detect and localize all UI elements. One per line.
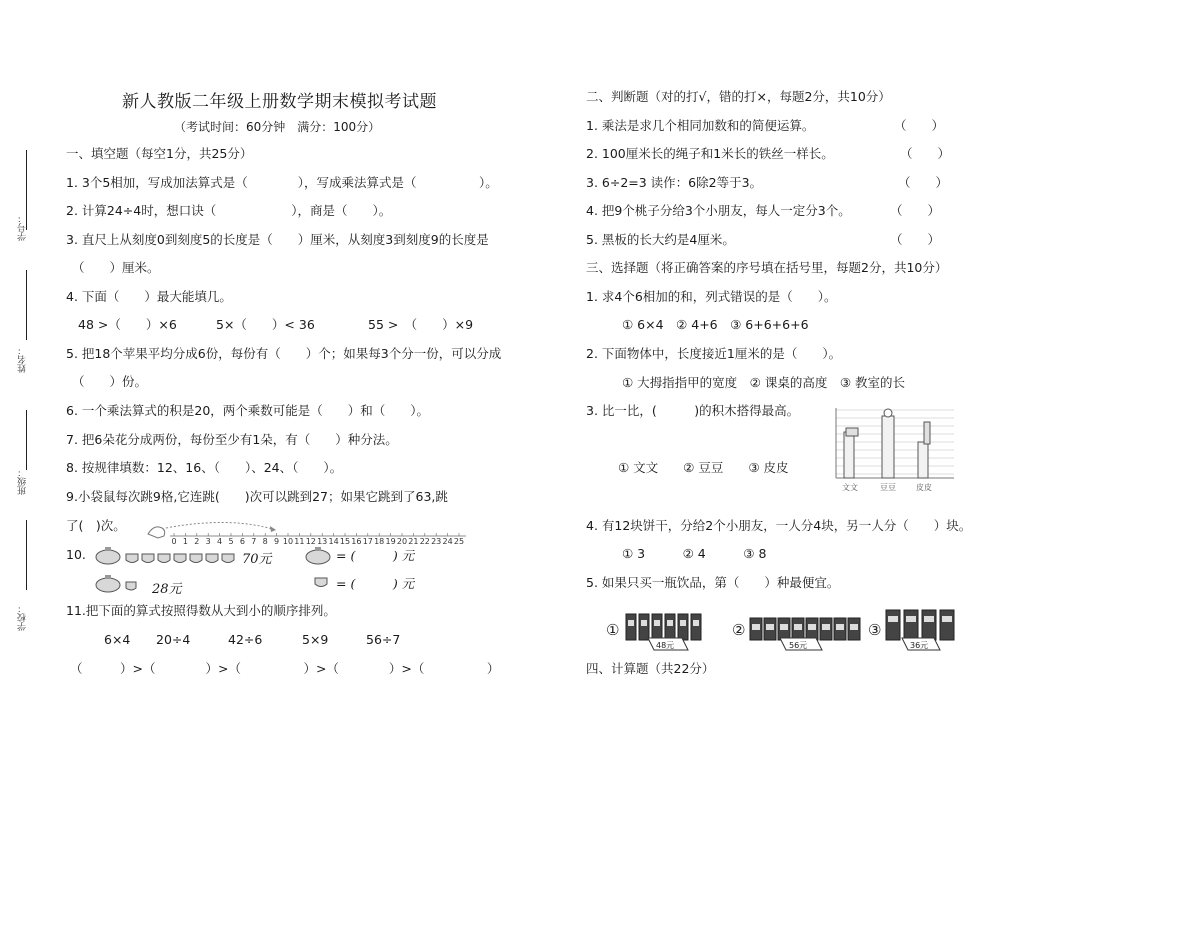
carton-label-stripe — [752, 624, 760, 630]
drink-carton-icon — [691, 614, 701, 640]
binding-line — [26, 520, 27, 590]
answer-blanks: （ ）>（ ）>（ ）>（ ）>（ ） — [70, 661, 500, 676]
carton-label-stripe — [628, 620, 634, 626]
number-line-label: 20 — [396, 537, 408, 546]
number-line-label: 17 — [362, 537, 373, 546]
choice-options: ① 文文 ② 豆豆 ③ 皮皮 — [618, 460, 789, 475]
answer-blank: （ ） — [890, 203, 941, 218]
binding-line — [26, 410, 27, 470]
answer-blank: （ ） — [894, 118, 945, 133]
choice-options: ① 6×4 ② 4+6 ③ 6+6+6+6 — [622, 317, 809, 332]
price-label: 70元 — [242, 552, 272, 567]
number-line-label: 11 — [294, 537, 305, 546]
binding-line — [26, 270, 27, 340]
teapot-cup-group — [94, 572, 154, 594]
cup-icon — [126, 582, 136, 590]
cup-icon — [142, 554, 154, 563]
drink-carton-icon — [940, 610, 954, 640]
kangaroo-icon — [148, 527, 165, 538]
question-text: 5. 把18个苹果平均分成6份，每份有（ ）个；如果每3个分一份，可以分成 — [66, 346, 502, 361]
carton-label-stripe — [794, 624, 802, 630]
price-label: 28元 — [152, 582, 182, 597]
number-line-label: 18 — [374, 537, 385, 546]
carton-label-stripe — [641, 620, 647, 626]
class-label: 班级： — [18, 468, 28, 495]
number-line-label: 22 — [419, 537, 430, 546]
question-text: （ ）份。 — [72, 374, 148, 389]
number-line-label: 9 — [274, 537, 280, 546]
number-line-label: 5 — [228, 537, 234, 546]
carton-label-stripe — [808, 624, 816, 630]
number-line-label: 23 — [431, 537, 442, 546]
carton-label-stripe — [780, 624, 788, 630]
cup-icon — [158, 554, 170, 563]
question-item: 55 > （ ）×9 — [368, 317, 474, 332]
number-line-label: 8 — [262, 537, 268, 546]
cup-icon — [126, 554, 138, 563]
teapot-icon — [96, 578, 120, 592]
tower-label: 文文 — [842, 483, 858, 492]
number-line-label: 13 — [317, 537, 328, 546]
carton-label-stripe — [680, 620, 686, 626]
question-text: 8. 按规律填数：12、16、（ ）、24、（ ）。 — [66, 460, 343, 475]
student-number-label: 学号： — [18, 214, 28, 241]
number-line-label: 19 — [385, 537, 396, 546]
answer-blank: （ ） — [898, 175, 949, 190]
tower-pipi — [918, 442, 928, 478]
question-item: 48 >（ ）×6 — [78, 317, 177, 332]
expression-item: 5×9 — [302, 632, 329, 647]
question-text: 5. 如果只买一瓶饮品，第（ ）种最便宜。 — [586, 575, 840, 590]
question-text: 6. 一个乘法算式的积是20，两个乘数可能是（ ）和（ ）。 — [66, 403, 430, 418]
number-line-label: 3 — [205, 537, 211, 546]
question-text: 了( )次。 — [66, 518, 126, 533]
price-text: 56元 — [789, 641, 808, 650]
drink-carton-icon — [886, 610, 900, 640]
answer-blank: = ( ) 元 — [336, 548, 415, 563]
question-text: 2. 下面物体中，长度接近1厘米的是（ ）。 — [586, 346, 842, 361]
price-text: 48元 — [656, 641, 675, 650]
kangaroo-number-line — [140, 516, 470, 546]
block-towers-picture — [834, 406, 956, 496]
number-line-label: 6 — [239, 537, 245, 546]
true-false-item: 3. 6÷2=3 读作：6除2等于3。 — [586, 175, 763, 190]
answer-blank: （ ） — [900, 146, 951, 161]
tower-label: 豆豆 — [880, 483, 896, 492]
drink-cartons-picture — [604, 602, 974, 656]
teapot-icon — [96, 550, 120, 564]
expression-item: 20÷4 — [156, 632, 191, 647]
teapot-lid — [105, 575, 111, 579]
section-heading: 三、选择题（将正确答案的序号填在括号里，每题2分，共10分） — [586, 260, 948, 275]
carton-label-stripe — [766, 624, 774, 630]
number-line-label: 12 — [305, 537, 316, 546]
carton-label-stripe — [836, 624, 844, 630]
question-text: 2. 计算24÷4时，想口诀（ ），商是（ ）。 — [66, 203, 392, 218]
number-line-label: 14 — [328, 537, 339, 546]
number-line-label: 0 — [171, 537, 177, 546]
true-false-item: 4. 把9个桃子分给3个小朋友，每人一定分3个。 — [586, 203, 851, 218]
drink-carton-icon — [904, 610, 918, 640]
carton-label-stripe — [693, 620, 699, 626]
question-text: 11.把下面的算式按照得数从大到小的顺序排列。 — [66, 603, 336, 618]
true-false-item: 1. 乘法是求几个相同加数和的简便运算。 — [586, 118, 815, 133]
page-title: 新人教版二年级上册数学期末模拟考试题 — [122, 92, 437, 112]
jump-arc — [166, 522, 276, 530]
teapot-icon — [304, 544, 334, 566]
number-line-label: 2 — [194, 537, 200, 546]
question-text: 1. 3个5相加，写成加法算式是（ ），写成乘法算式是（ ）。 — [66, 175, 498, 190]
option-marker: ③ — [868, 621, 882, 639]
cup-icon — [312, 573, 332, 591]
question-text: （ ）厘米。 — [72, 260, 160, 275]
question-text: 1. 求4个6相加的和，列式错误的是（ ）。 — [586, 289, 837, 304]
carton-label-stripe — [850, 624, 858, 630]
teapot-lid — [105, 547, 111, 551]
section-heading: 二、判断题（对的打√，错的打×，每题2分，共10分） — [586, 89, 891, 104]
number-line-label: 10 — [282, 537, 294, 546]
option-marker: ① — [606, 621, 620, 639]
answer-blank: = ( ) 元 — [336, 576, 415, 591]
question-item: 5×（ ）< 36 — [216, 317, 315, 332]
question-text: 3. 比一比，( )的积木搭得最高。 — [586, 403, 800, 418]
expression-item: 6×4 — [104, 632, 131, 647]
number-line-label: 21 — [408, 537, 419, 546]
drink-carton-icon — [626, 614, 636, 640]
carton-label-stripe — [888, 616, 898, 622]
drink-carton-icon — [922, 610, 936, 640]
tower-wenwen — [844, 432, 854, 478]
expression-item: 56÷7 — [366, 632, 401, 647]
school-label: 学校： — [18, 604, 28, 631]
carton-label-stripe — [654, 620, 660, 626]
tower-doudou — [882, 416, 894, 478]
section-heading: 一、填空题（每空1分，共25分） — [66, 146, 253, 161]
drink-carton-icon — [665, 614, 675, 640]
choice-options: ① 3 ② 4 ③ 8 — [622, 546, 767, 561]
section-heading: 四、计算题（共22分） — [586, 661, 715, 676]
drink-carton-icon — [652, 614, 662, 640]
number-line-label: 16 — [351, 537, 362, 546]
number-line-label: 4 — [217, 537, 223, 546]
cup-icon — [206, 554, 218, 563]
name-label: 姓名： — [18, 346, 28, 373]
answer-blank: （ ） — [890, 232, 941, 247]
question-label: 10. — [66, 547, 86, 562]
number-line-label: 25 — [453, 537, 465, 546]
carton-label-stripe — [906, 616, 916, 622]
true-false-item: 5. 黑板的长大约是4厘米。 — [586, 232, 735, 247]
question-text: 7. 把6朵花分成两份，每份至少有1朵，有（ ）种分法。 — [66, 432, 398, 447]
question-text: 3. 直尺上从刻度0到刻度5的长度是（ ）厘米，从刻度3到刻度9的长度是 — [66, 232, 489, 247]
tower-label: 皮皮 — [916, 483, 932, 492]
teapot-cups-group — [94, 544, 244, 566]
cup-icon — [174, 554, 186, 563]
number-line-label: 1 — [182, 537, 188, 546]
carton-label-stripe — [942, 616, 952, 622]
true-false-item: 2. 100厘米长的绳子和1米长的铁丝一样长。 — [586, 146, 834, 161]
number-line-label: 24 — [442, 537, 453, 546]
carton-label-stripe — [667, 620, 673, 626]
page-subtitle: （考试时间：60分钟 满分：100分） — [174, 120, 381, 134]
number-line-label: 7 — [251, 537, 257, 546]
cup-icon — [190, 554, 202, 563]
question-text: 4. 有12块饼干，分给2个小朋友，一人分4块，另一人分（ ）块。 — [586, 518, 972, 533]
price-text: 36元 — [910, 641, 929, 650]
choice-options: ① 大拇指指甲的宽度 ② 课桌的高度 ③ 教室的长 — [622, 375, 906, 390]
jump-arrow — [270, 526, 276, 532]
number-line-label: 15 — [339, 537, 351, 546]
question-text: 4. 下面（ ）最大能填几。 — [66, 289, 232, 304]
carton-label-stripe — [822, 624, 830, 630]
drink-carton-icon — [678, 614, 688, 640]
question-text: 9.小袋鼠每次跳9格,它连跳( )次可以跳到27；如果它跳到了63,跳 — [66, 489, 448, 504]
drink-carton-icon — [639, 614, 649, 640]
carton-label-stripe — [924, 616, 934, 622]
cup-icon — [222, 554, 234, 563]
expression-item: 42÷6 — [228, 632, 263, 647]
option-marker: ② — [732, 621, 746, 639]
